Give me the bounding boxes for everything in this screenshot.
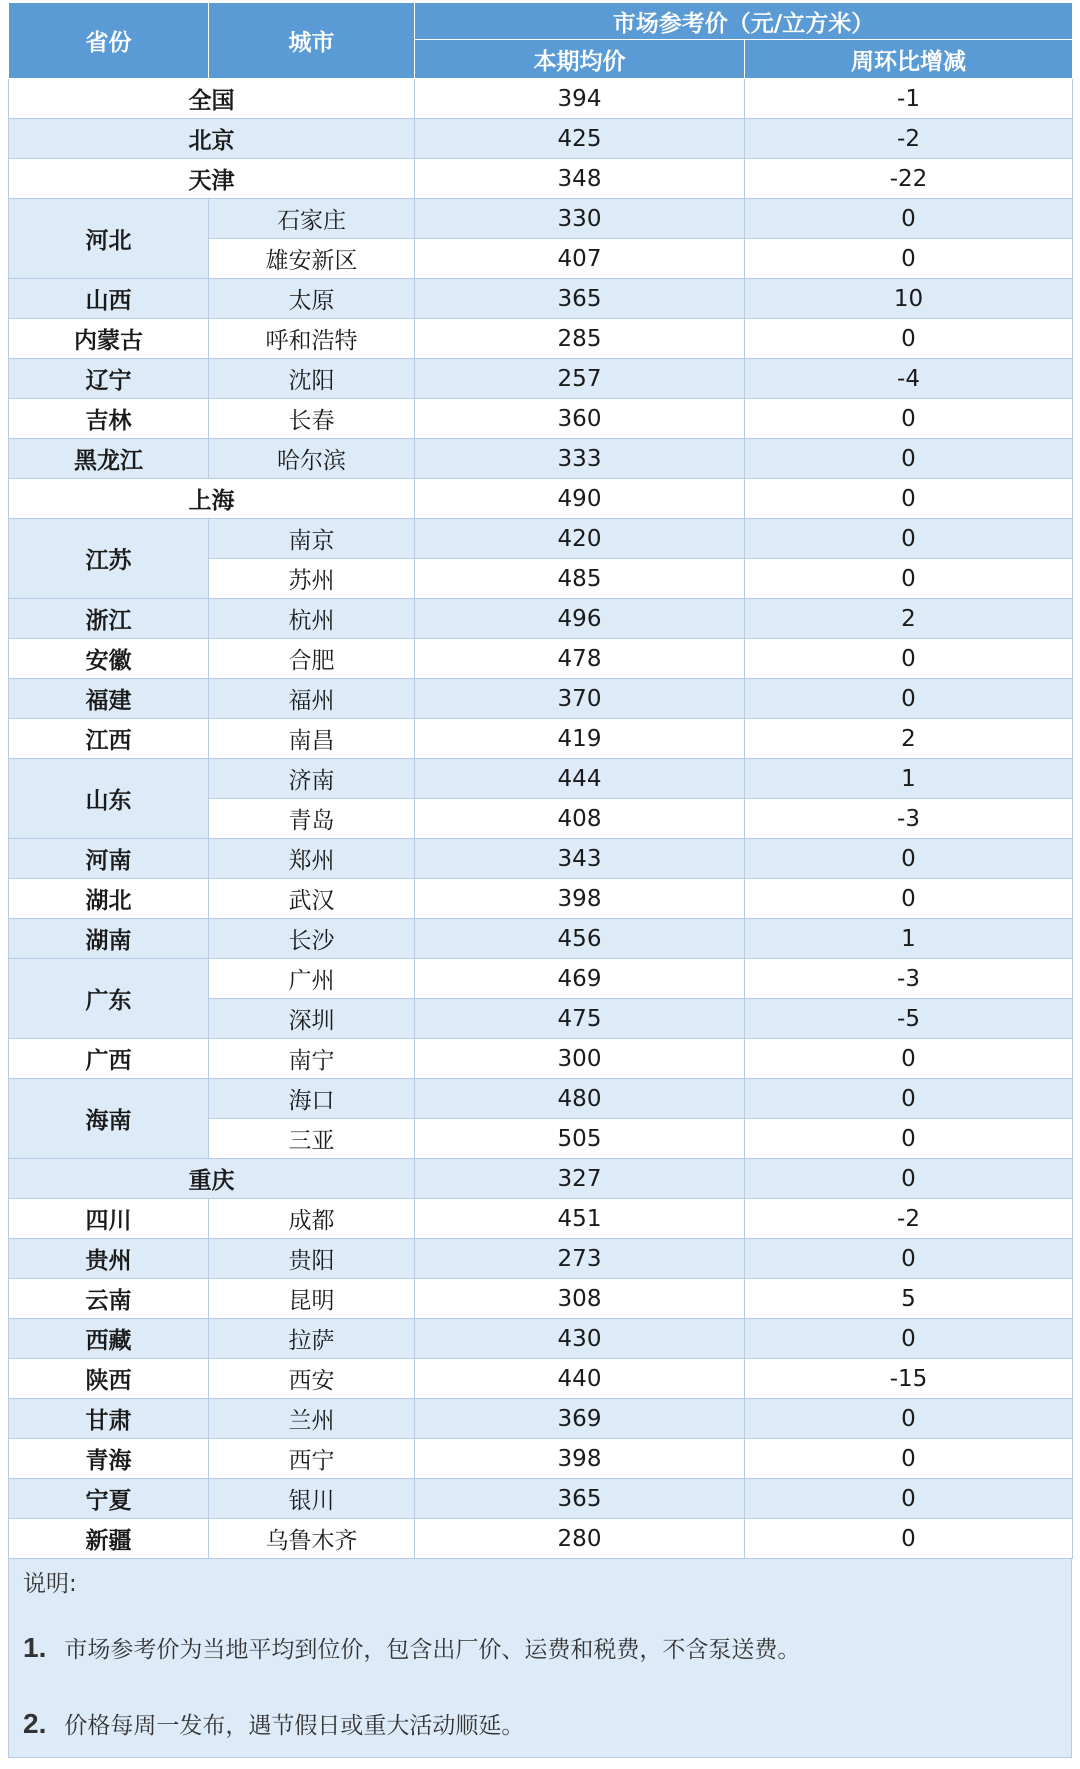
- average-price-cell: 330: [415, 199, 745, 239]
- weekly-change-cell: 0: [745, 319, 1073, 359]
- province-cell: 安徽: [9, 639, 209, 679]
- note-item: [23, 1707, 524, 1740]
- weekly-change-cell: 0: [745, 559, 1073, 599]
- city-cell: 沈阳: [209, 359, 415, 399]
- city-cell: 杭州: [209, 599, 415, 639]
- average-price-cell: 343: [415, 839, 745, 879]
- average-price-cell: 360: [415, 399, 745, 439]
- table-row: [9, 199, 1073, 239]
- average-price-cell: 398: [415, 1439, 745, 1479]
- note-item: [23, 1631, 800, 1664]
- province-cell: 福建: [9, 679, 209, 719]
- table-row: [9, 1359, 1073, 1399]
- weekly-change-cell: 2: [745, 719, 1073, 759]
- weekly-change-cell: 0: [745, 1039, 1073, 1079]
- table-row: [9, 399, 1073, 439]
- province-cell: 甘肃: [9, 1399, 209, 1439]
- average-price-cell: 444: [415, 759, 745, 799]
- province-cell: 青海: [9, 1439, 209, 1479]
- city-cell: 西安: [209, 1359, 415, 1399]
- province-cell: 黑龙江: [9, 439, 209, 479]
- city-cell: 海口: [209, 1079, 415, 1119]
- province-cell: 山东: [9, 759, 209, 839]
- weekly-change-cell: -2: [745, 119, 1073, 159]
- average-price-cell: 456: [415, 919, 745, 959]
- average-price-cell: 430: [415, 1319, 745, 1359]
- price-table: [8, 2, 1073, 1559]
- notes-box: [8, 1559, 1072, 1758]
- average-price-cell: 365: [415, 1479, 745, 1519]
- weekly-change-cell: 0: [745, 1319, 1073, 1359]
- average-price-cell: 365: [415, 279, 745, 319]
- table-row: [9, 919, 1073, 959]
- average-price-cell: 370: [415, 679, 745, 719]
- city-cell: 雄安新区: [209, 239, 415, 279]
- table-row: [9, 1199, 1073, 1239]
- table-row: [9, 79, 1073, 119]
- city-cell: 长沙: [209, 919, 415, 959]
- average-price-cell: 333: [415, 439, 745, 479]
- average-price-cell: 257: [415, 359, 745, 399]
- city-cell: 石家庄: [209, 199, 415, 239]
- province-cell: 湖北: [9, 879, 209, 919]
- city-cell: 长春: [209, 399, 415, 439]
- average-price-cell: 407: [415, 239, 745, 279]
- city-cell: 哈尔滨: [209, 439, 415, 479]
- average-price-cell: 369: [415, 1399, 745, 1439]
- table-row: [9, 1159, 1073, 1199]
- province-cell: 河南: [9, 839, 209, 879]
- weekly-change-cell: 0: [745, 479, 1073, 519]
- province-cell: 山西: [9, 279, 209, 319]
- province-cell: 海南: [9, 1079, 209, 1159]
- table-row: [9, 599, 1073, 639]
- average-price-cell: 505: [415, 1119, 745, 1159]
- average-price-cell: 285: [415, 319, 745, 359]
- province-cell: 全国: [9, 79, 415, 119]
- province-cell: 宁夏: [9, 1479, 209, 1519]
- table-row: [9, 279, 1073, 319]
- weekly-change-cell: 0: [745, 839, 1073, 879]
- average-price-cell: 496: [415, 599, 745, 639]
- average-price-cell: 300: [415, 1039, 745, 1079]
- city-cell: 三亚: [209, 1119, 415, 1159]
- table-row: [9, 719, 1073, 759]
- province-cell: 北京: [9, 119, 415, 159]
- table-row: [9, 1519, 1073, 1559]
- table-row: [9, 519, 1073, 559]
- table-row: [9, 959, 1073, 999]
- weekly-change-cell: -1: [745, 79, 1073, 119]
- table-row: [9, 1079, 1073, 1119]
- weekly-change-cell: -4: [745, 359, 1073, 399]
- province-cell: 江西: [9, 719, 209, 759]
- province-cell: 广西: [9, 1039, 209, 1079]
- header-average-price: 本期均价: [415, 40, 745, 79]
- province-cell: 浙江: [9, 599, 209, 639]
- note-number: 2.: [23, 1708, 47, 1739]
- average-price-cell: 348: [415, 159, 745, 199]
- table-row: [9, 639, 1073, 679]
- weekly-change-cell: 1: [745, 759, 1073, 799]
- table-row: [9, 759, 1073, 799]
- city-cell: 广州: [209, 959, 415, 999]
- city-cell: 深圳: [209, 999, 415, 1039]
- table-row: [9, 119, 1073, 159]
- table-row: [9, 1319, 1073, 1359]
- city-cell: 南宁: [209, 1039, 415, 1079]
- weekly-change-cell: -3: [745, 959, 1073, 999]
- weekly-change-cell: 0: [745, 439, 1073, 479]
- average-price-cell: 475: [415, 999, 745, 1039]
- weekly-change-cell: -15: [745, 1359, 1073, 1399]
- table-row: [9, 1039, 1073, 1079]
- table-row: [9, 1399, 1073, 1439]
- city-cell: 合肥: [209, 639, 415, 679]
- province-cell: 重庆: [9, 1159, 415, 1199]
- weekly-change-cell: 0: [745, 399, 1073, 439]
- weekly-change-cell: 0: [745, 1239, 1073, 1279]
- weekly-change-cell: 0: [745, 1439, 1073, 1479]
- weekly-change-cell: -5: [745, 999, 1073, 1039]
- weekly-change-cell: -2: [745, 1199, 1073, 1239]
- weekly-change-cell: 0: [745, 879, 1073, 919]
- average-price-cell: 480: [415, 1079, 745, 1119]
- weekly-change-cell: -22: [745, 159, 1073, 199]
- average-price-cell: 469: [415, 959, 745, 999]
- weekly-change-cell: 5: [745, 1279, 1073, 1319]
- header-province: 省份: [9, 3, 209, 79]
- weekly-change-cell: 0: [745, 1159, 1073, 1199]
- table-row: [9, 679, 1073, 719]
- average-price-cell: 280: [415, 1519, 745, 1559]
- table-row: [9, 1239, 1073, 1279]
- weekly-change-cell: 0: [745, 1119, 1073, 1159]
- city-cell: 西宁: [209, 1439, 415, 1479]
- province-cell: 上海: [9, 479, 415, 519]
- province-cell: 四川: [9, 1199, 209, 1239]
- weekly-change-cell: 0: [745, 1479, 1073, 1519]
- weekly-change-cell: 1: [745, 919, 1073, 959]
- city-cell: 苏州: [209, 559, 415, 599]
- city-cell: 武汉: [209, 879, 415, 919]
- province-cell: 新疆: [9, 1519, 209, 1559]
- city-cell: 呼和浩特: [209, 319, 415, 359]
- notes-title: 说明:: [23, 1571, 77, 1597]
- province-cell: 内蒙古: [9, 319, 209, 359]
- table-row: [9, 839, 1073, 879]
- province-cell: 贵州: [9, 1239, 209, 1279]
- city-cell: 拉萨: [209, 1319, 415, 1359]
- weekly-change-cell: -3: [745, 799, 1073, 839]
- average-price-cell: 425: [415, 119, 745, 159]
- city-cell: 南昌: [209, 719, 415, 759]
- table-row: [9, 359, 1073, 399]
- average-price-cell: 440: [415, 1359, 745, 1399]
- province-cell: 天津: [9, 159, 415, 199]
- table-body: [9, 79, 1073, 1559]
- table-row: [9, 1279, 1073, 1319]
- province-cell: 陕西: [9, 1359, 209, 1399]
- note-text: 价格每周一发布，遇节假日或重大活动顺延。: [64, 1713, 525, 1739]
- city-cell: 济南: [209, 759, 415, 799]
- weekly-change-cell: 0: [745, 1519, 1073, 1559]
- table-row: [9, 479, 1073, 519]
- weekly-change-cell: 0: [745, 199, 1073, 239]
- table-row: [9, 159, 1073, 199]
- note-text: 市场参考价为当地平均到位价，包含出厂价、运费和税费，不含泵送费。: [64, 1637, 801, 1663]
- average-price-cell: 490: [415, 479, 745, 519]
- weekly-change-cell: 0: [745, 239, 1073, 279]
- province-cell: 西藏: [9, 1319, 209, 1359]
- city-cell: 福州: [209, 679, 415, 719]
- average-price-cell: 408: [415, 799, 745, 839]
- city-cell: 兰州: [209, 1399, 415, 1439]
- province-cell: 辽宁: [9, 359, 209, 399]
- table-row: [9, 319, 1073, 359]
- city-cell: 青岛: [209, 799, 415, 839]
- weekly-change-cell: 0: [745, 679, 1073, 719]
- province-cell: 广东: [9, 959, 209, 1039]
- province-cell: 江苏: [9, 519, 209, 599]
- province-cell: 湖南: [9, 919, 209, 959]
- price-table-container: [8, 2, 1072, 1758]
- city-cell: 贵阳: [209, 1239, 415, 1279]
- weekly-change-cell: 0: [745, 1399, 1073, 1439]
- average-price-cell: 451: [415, 1199, 745, 1239]
- average-price-cell: 394: [415, 79, 745, 119]
- average-price-cell: 485: [415, 559, 745, 599]
- average-price-cell: 308: [415, 1279, 745, 1319]
- header-price-group: 市场参考价（元/立方米）: [415, 3, 1073, 40]
- table-row: [9, 1479, 1073, 1519]
- weekly-change-cell: 0: [745, 519, 1073, 559]
- header-city: 城市: [209, 3, 415, 79]
- city-cell: 南京: [209, 519, 415, 559]
- table-row: [9, 1439, 1073, 1479]
- weekly-change-cell: 10: [745, 279, 1073, 319]
- weekly-change-cell: 0: [745, 639, 1073, 679]
- city-cell: 太原: [209, 279, 415, 319]
- city-cell: 郑州: [209, 839, 415, 879]
- province-cell: 河北: [9, 199, 209, 279]
- table-row: [9, 439, 1073, 479]
- weekly-change-cell: 2: [745, 599, 1073, 639]
- table-header: [9, 3, 1073, 79]
- city-cell: 乌鲁木齐: [209, 1519, 415, 1559]
- city-cell: 昆明: [209, 1279, 415, 1319]
- city-cell: 银川: [209, 1479, 415, 1519]
- table-row: [9, 879, 1073, 919]
- average-price-cell: 419: [415, 719, 745, 759]
- province-cell: 云南: [9, 1279, 209, 1319]
- header-weekly-change: 周环比增减: [745, 40, 1073, 79]
- province-cell: 吉林: [9, 399, 209, 439]
- city-cell: 成都: [209, 1199, 415, 1239]
- weekly-change-cell: 0: [745, 1079, 1073, 1119]
- average-price-cell: 327: [415, 1159, 745, 1199]
- average-price-cell: 420: [415, 519, 745, 559]
- average-price-cell: 273: [415, 1239, 745, 1279]
- average-price-cell: 398: [415, 879, 745, 919]
- note-number: 1.: [23, 1632, 47, 1663]
- average-price-cell: 478: [415, 639, 745, 679]
